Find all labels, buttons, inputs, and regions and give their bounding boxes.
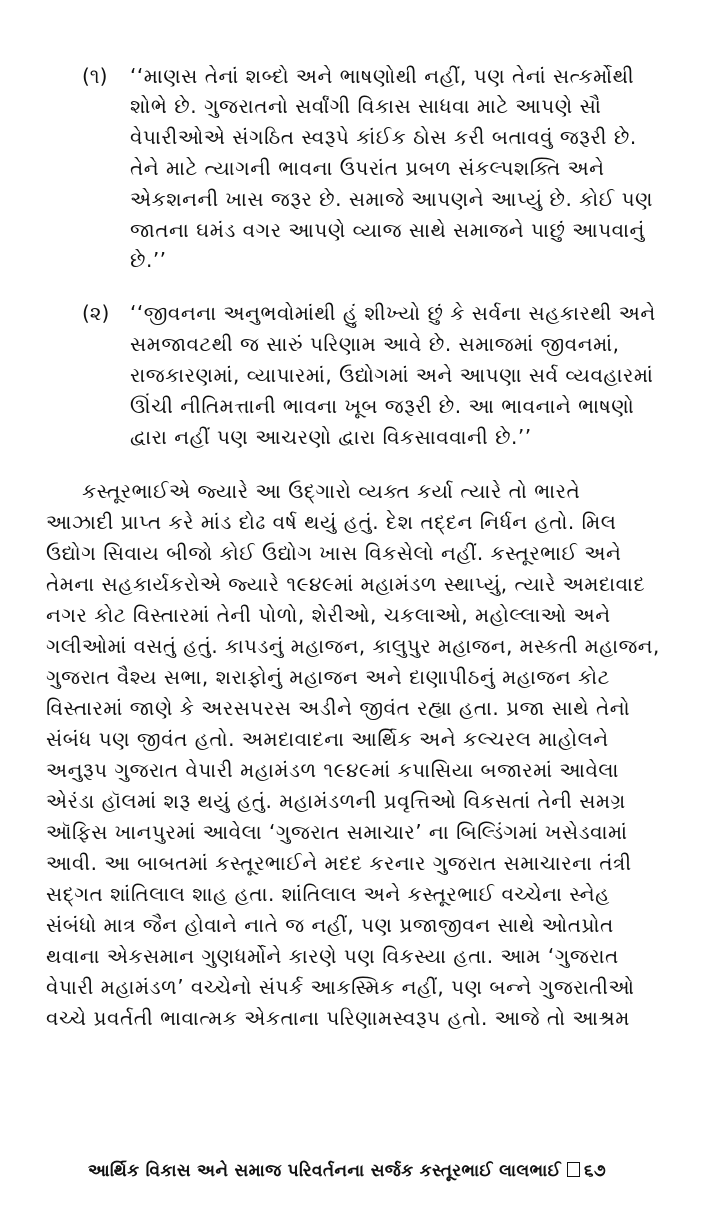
body-line: ઑફિસ ખાનપુરમાં આવેલા ‘ગુજરાત સમાચાર’ ના બિલ્ડિંગમાં ખસેડવામાં [46, 820, 628, 844]
quote-1-line: છે.’’ [130, 248, 167, 272]
body-line: તેમના સહકાર્યકરોએ જ્યારે ૧૯૪૯માં મહામંડળ સ્થાપ્યું, ત્યારે અમદાવાદ [46, 572, 646, 596]
page-number: ૬૭ [584, 1161, 606, 1181]
body-line: વેપારી મહામંડળ’ વચ્ચેનો સંપર્ક આકસ્મિક નહીં, પણ બન્ને ગુજરાતીઓ [46, 975, 635, 999]
square-icon [567, 1162, 580, 1177]
body-line: સંબંધો માત્ર જૈન હોવાને નાતે જ નહીં, પણ પ્રજાજીવન સાથે ઓતપ્રોત [46, 913, 614, 937]
footer-book-title: આર્થિક વિકાસ અને સમાજ પરિવર્તનના સર્જક કસ્તૂરભાઈ લાલભાઈ [88, 1161, 562, 1181]
quote-1-number: (૧) [82, 64, 108, 88]
body-line: થવાના એકસમાન ગુણધર્મોને કારણે પણ વિકસ્યા હતા. આમ ‘ગુજરાત [46, 944, 619, 968]
body-line: સંબંધ પણ જીવંત હતો. અમદાવાદના આર્થિક અને કલ્ચરલ માહોલને [46, 727, 609, 751]
quote-1-line: શોભે છે. ગુજરાતનો સર્વાંગી વિકાસ સાધવા માટે આપણે સૌ [130, 94, 602, 118]
quote-2-line: ઊંચી નીતિમત્તાની ભાવના ખૂબ જરૂરી છે. આ ભાવનાને ભાષણો [130, 394, 635, 418]
quote-1-line: જાતના ઘમંડ વગર આપણે વ્યાજ સાથે સમાજને પાછું આપવાનું [130, 218, 645, 242]
quote-1-line: એકશનની ખાસ જરૂર છે. સમાજે આપણને આપ્યું છે. કોઈ પણ [130, 187, 653, 211]
body-line: વિસ્તારમાં જાણે કે અરસપરસ અડીને જીવંત રહ્યા હતા. પ્રજા સાથે તેનો [46, 696, 631, 720]
body-line: ગુજરાત વૈશ્ય સભા, શરાફોનું મહાજન અને દાણાપીઠનું મહાજન કોટ [46, 665, 610, 689]
body-line: એરંડા હૉલમાં શરૂ થયું હતું. મહામંડળની પ્રવૃત્તિઓ વિકસતાં તેની સમગ્ર [46, 789, 626, 813]
quote-1-line: તેને માટે ત્યાગની ભાવના ઉપરાંત પ્રબળ સંકલ્પશક્તિ અને [130, 156, 605, 180]
body-line: વચ્ચે પ્રવર્તતી ભાવાત્મક એકતાના પરિણામસ્વરૂપ હતો. આજે તો આશ્રમ [46, 1006, 630, 1030]
body-line: કસ્તૂરભાઈએ જ્યારે આ ઉદ્ગારો વ્યક્ત કર્યા ત્યારે તો ભારતે [82, 479, 581, 503]
body-line: સદ્ગત શાંતિલાલ શાહ હતા. શાંતિલાલ અને કસ્તૂરભાઈ વચ્ચેના સ્નેહ [46, 882, 610, 906]
body-line: ગલીઓમાં વસતું હતું. કાપડનું મહાજન, કાલુપુર મહાજન, મસ્કતી મહાજન, [46, 634, 660, 658]
body-line: નગર કોટ વિસ્તારમાં તેની પોળો, શેરીઓ, ચકલાઓ, મહોલ્લાઓ અને [46, 603, 611, 627]
running-footer [88, 1159, 606, 1183]
quote-2-number: (૨) [82, 301, 110, 325]
quote-2-line: દ્વારા નહીં પણ આચરણો દ્વારા વિકસાવવાની છે.’’ [130, 425, 532, 449]
quote-2-line: રાજકારણમાં, વ્યાપારમાં, ઉદ્યોગમાં અને આપણા સર્વ વ્યવહારમાં [130, 363, 654, 387]
quote-2-line: ‘‘જીવનના અનુભવોમાંથી હું શીખ્યો છું કે સર્વના સહકારથી અને [130, 301, 656, 325]
quote-1-line: ‘‘માણસ તેનાં શબ્દો અને ભાષણોથી નહીં, પણ તેનાં સત્કર્મોથી [130, 64, 635, 88]
body-line: આઝાદી પ્રાપ્ત કરે માંડ દોઢ વર્ષ થયું હતું. દેશ તદ્દન નિર્ધન હતો. મિલ [46, 510, 617, 534]
quote-1-line: વેપારીઓએ સંગઠિત સ્વરૂપે કાંઈક ઠોસ કરી બતાવવું જરૂરી છે. [130, 125, 637, 149]
body-line: ઉદ્યોગ સિવાય બીજો કોઈ ઉદ્યોગ ખાસ વિકસેલો નહીં. કસ્તૂરભાઈ અને [46, 541, 622, 565]
body-line: અનુરૂપ ગુજરાત વેપારી મહામંડળ ૧૯૪૯માં કપાસિયા બજારમાં આવેલા [46, 758, 619, 782]
quote-2-line: સમજાવટથી જ સારું પરિણામ આવે છે. સમાજમાં જીવનમાં, [130, 332, 620, 356]
body-line: આવી. આ બાબતમાં કસ્તૂરભાઈને મદદ કરનાર ગુજરાત સમાચારના તંત્રી [46, 851, 632, 875]
